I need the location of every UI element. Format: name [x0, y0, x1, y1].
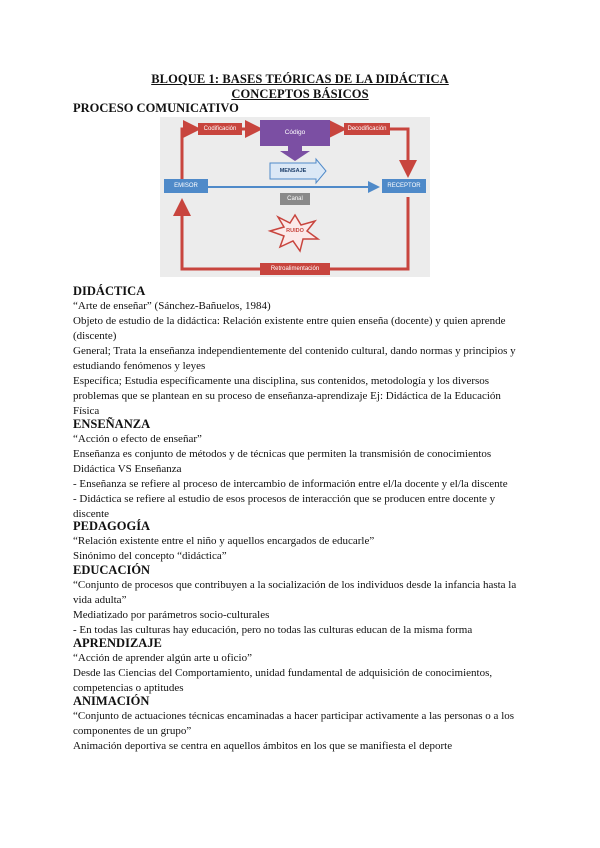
text-line: Mediatizado por parámetros socio-culturales — [73, 609, 270, 621]
communication-diagram — [160, 117, 430, 277]
text-line: Desde las Ciencias del Comportamiento, unidad fundamental de adquisición de conocimientos, — [73, 667, 493, 679]
text-line: “Conjunto de actuaciones técnicas encaminadas a hacer participar activamente a las personas o a los — [73, 710, 515, 722]
text-line: problemas que se plantean en su proceso de enseñanza-aprendizaje Ej: Didáctica de la Educación — [73, 390, 501, 402]
ruido-label: RUIDO — [286, 228, 304, 234]
text-line: “Arte de enseñar” (Sánchez-Bañuelos, 1984) — [73, 300, 271, 312]
canal-box: Canal — [280, 193, 310, 205]
section-heading: EDUCACIÓN — [73, 563, 151, 577]
section-heading: DIDÁCTICA — [73, 284, 146, 298]
text-line: “Relación existente entre el niño y aquellos encargados de educarle” — [73, 535, 375, 547]
text-line: Específica; Estudia específicamente una disciplina, sus contenidos, metodología y los diversos — [73, 375, 490, 387]
section-body — [73, 432, 533, 522]
section-body — [73, 578, 533, 638]
section-body — [73, 299, 533, 419]
text-line: Objeto de estudio de la didáctica: Relación existente entre quien enseña (docente) y quien aprende — [73, 315, 506, 327]
text-line: Enseñanza es conjunto de métodos y de técnicas que permiten la transmisión de conocimientos — [73, 448, 492, 460]
text-line: - En todas las culturas hay educación, pero no todas las culturas educan de la misma forma — [73, 624, 473, 636]
text-line: Sinónimo del concepto “didáctica” — [73, 550, 227, 562]
text-line: Animación deportiva se centra en aquellos ámbitos en los que se manifiesta el deporte — [73, 740, 453, 752]
mensaje-label: MENSAJE — [279, 168, 307, 174]
text-line: estudiando fenómenos y leyes — [73, 360, 206, 372]
text-line: - Enseñanza se refiere al proceso de intercambio de información entre el/la docente y el/la discente — [73, 478, 508, 490]
text-line: “Conjunto de procesos que contribuyen a la socialización de los individuos desde la infancia hasta la — [73, 579, 517, 591]
text-line: - Didáctica se refiere al estudio de esos procesos de interacción que se producen entre docente y — [73, 493, 496, 505]
section-heading: ANIMACIÓN — [73, 694, 150, 708]
section-body — [73, 651, 533, 696]
text-line: “Acción de aprender algún arte u oficio” — [73, 652, 252, 664]
text-line: discente — [73, 508, 110, 520]
codigo-box: Código — [260, 120, 330, 146]
emisor-box: EMISOR — [164, 179, 208, 193]
section-body — [73, 709, 533, 754]
section-heading: ENSEÑANZA — [73, 417, 151, 431]
text-line: (discente) — [73, 330, 117, 342]
retroalimentacion-box: Retroalimentación — [260, 263, 330, 275]
text-line: componentes de un grupo” — [73, 725, 192, 737]
document-subtitle: CONCEPTOS BÁSICOS — [231, 87, 369, 101]
section-body — [73, 534, 533, 564]
codificacion-box: Codificación — [198, 123, 242, 135]
decodificacion-box: Decodificación — [344, 123, 390, 135]
text-line: General; Trata la enseñanza independientemente del contenido cultural, dando normas y principios y — [73, 345, 516, 357]
receptor-box: RECEPTOR — [382, 179, 426, 193]
section-heading: APRENDIZAJE — [73, 636, 162, 650]
document-title: BLOQUE 1: BASES TEÓRICAS DE LA DIDÁCTICA — [151, 72, 449, 86]
section-heading-proceso: PROCESO COMUNICATIVO — [73, 101, 239, 115]
text-line: Física — [73, 405, 100, 417]
section-heading: PEDAGOGÍA — [73, 519, 151, 533]
text-line: competencias o aptitudes — [73, 682, 184, 694]
text-line: vida adulta” — [73, 594, 127, 606]
text-line: “Acción o efecto de enseñar” — [73, 433, 202, 445]
text-line: Didáctica VS Enseñanza — [73, 463, 182, 475]
